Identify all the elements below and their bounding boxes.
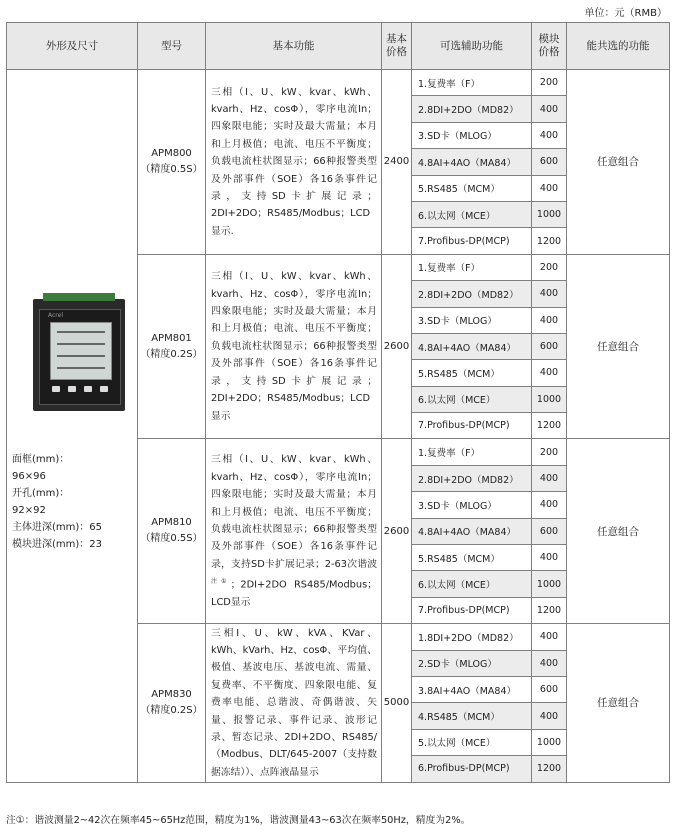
module-price: 1200 xyxy=(532,597,567,623)
option-name: 5.RS485（MCM） xyxy=(412,175,532,201)
module-price: 400 xyxy=(532,122,567,148)
option-name: 2.8DI+2DO（MD82） xyxy=(412,281,532,307)
model-accuracy: （精度0.2S） xyxy=(140,348,203,360)
shape-dimensions xyxy=(7,451,137,553)
module-price: 1200 xyxy=(532,228,567,254)
module-price: 400 xyxy=(532,492,567,518)
option-name: 4.8AI+4AO（MA84） xyxy=(412,333,532,359)
shape-line: 96×96 xyxy=(12,470,46,482)
base-price: 2600 xyxy=(382,439,412,624)
module-price: 400 xyxy=(532,360,567,386)
shape-line: 92×92 xyxy=(12,504,46,516)
option-name: 2.8DI+2DO（MD82） xyxy=(412,96,532,122)
function-cell xyxy=(206,624,382,782)
module-price: 200 xyxy=(532,439,567,465)
option-name: 1.复费率（F） xyxy=(412,439,532,465)
model-accuracy: （精度0.5S） xyxy=(140,163,203,175)
option-name: 4.8AI+4AO（MA84） xyxy=(412,149,532,175)
option-name: 1.复费率（F） xyxy=(412,254,532,280)
combo-cell: 任意组合 xyxy=(567,624,670,782)
module-price: 200 xyxy=(532,254,567,280)
module-price: 400 xyxy=(532,624,567,650)
module-price: 400 xyxy=(532,175,567,201)
option-name: 5.RS485（MCM） xyxy=(412,360,532,386)
footnote-mark: 注① xyxy=(211,578,231,586)
base-price: 2600 xyxy=(382,254,412,439)
option-name: 1.复费率（F） xyxy=(412,70,532,96)
option-name: 7.Profibus-DP(MCP) xyxy=(412,413,532,439)
module-price: 1000 xyxy=(532,729,567,755)
model-cell xyxy=(138,70,206,255)
function-text: 三相（I、U、kW、kvar、kWh、kvarh、Hz、cosΦ），零序电流In；四象限电能；实时及最大需量；本月和上月极值；电流、电压不平衡度；负载电流柱状图显示；66种报警类型及外部事件（SOE）各16条事件记录，支持SD卡扩展记录；2DI+2DO；RS485/Modbus；LCD显示. xyxy=(211,86,377,237)
module-price: 400 xyxy=(532,96,567,122)
module-price: 1200 xyxy=(532,413,567,439)
option-row xyxy=(7,70,670,96)
option-name: 7.Profibus-DP(MCP) xyxy=(412,597,532,623)
option-name: 2.8DI+2DO（MD82） xyxy=(412,465,532,491)
function-cell xyxy=(206,254,382,439)
shape-line: 开孔(mm)： xyxy=(12,487,70,499)
combo-cell: 任意组合 xyxy=(567,70,670,255)
model-cell xyxy=(138,439,206,624)
combo-cell: 任意组合 xyxy=(567,254,670,439)
module-price: 600 xyxy=(532,333,567,359)
module-price: 1000 xyxy=(532,386,567,412)
unit-label: 单位：元（RMB） xyxy=(584,8,667,19)
model-accuracy: （精度0.2S） xyxy=(140,704,203,716)
combo-cell: 任意组合 xyxy=(567,439,670,624)
meter-image: Acrel xyxy=(33,299,125,411)
module-price: 200 xyxy=(532,70,567,96)
shape-cell xyxy=(7,70,138,783)
option-name: 6.以太网（MCE） xyxy=(412,571,532,597)
option-name: 6.以太网（MCE） xyxy=(412,201,532,227)
option-name: 5.RS485（MCM） xyxy=(412,545,532,571)
shape-line: 主体进深(mm)：65 xyxy=(12,521,103,533)
shape-line: 模块进深(mm)：23 xyxy=(12,538,103,550)
spec-table xyxy=(6,22,670,783)
option-name: 4.8AI+4AO（MA84） xyxy=(412,518,532,544)
module-price: 600 xyxy=(532,676,567,702)
option-name: 3.SD卡（MLOG） xyxy=(412,307,532,333)
header-function: 基本功能 xyxy=(206,23,382,70)
header-options: 可选辅助功能 xyxy=(412,23,532,70)
module-price: 400 xyxy=(532,650,567,676)
module-price: 400 xyxy=(532,281,567,307)
header-price: 基本 价格 xyxy=(382,23,412,70)
function-cell xyxy=(206,70,382,255)
footnote: 注①：谐波测量2~42次在频率45~65Hz范围，精度为1%，谐波测量43~63次在频率50Hz，精度为2%。 xyxy=(6,815,471,826)
function-text: 三相（I、U、kW、kvar、kWh、kvarh、Hz、cosΦ），零序电流In；四象限电能；实时及最大需量；本月和上月极值；电流、电压不平衡度；负载电流柱状图显示；66种报警类型及外部事件（SOE）各16条事件记录，支持SD卡扩展记录；2-63次谐波 xyxy=(211,454,377,570)
model-accuracy: （精度0.5S） xyxy=(140,533,203,545)
header-model: 型号 xyxy=(138,23,206,70)
function-cell xyxy=(206,439,382,624)
module-price: 1000 xyxy=(532,201,567,227)
option-name: 3.SD卡（MLOG） xyxy=(412,122,532,148)
module-price: 400 xyxy=(532,545,567,571)
option-name: 3.SD卡（MLOG） xyxy=(412,492,532,518)
module-price: 400 xyxy=(532,465,567,491)
option-name: 1.8DI+2DO（MD82） xyxy=(412,624,532,650)
option-name: 4.RS485（MCM） xyxy=(412,703,532,729)
module-price: 600 xyxy=(532,149,567,175)
option-name: 7.Profibus-DP(MCP) xyxy=(412,228,532,254)
model-name: APM801 xyxy=(151,332,192,344)
option-name: 5.以太网（MCE） xyxy=(412,729,532,755)
model-name: APM830 xyxy=(151,688,192,700)
header-module-price: 模块 价格 xyxy=(532,23,567,70)
module-price: 400 xyxy=(532,307,567,333)
module-price: 400 xyxy=(532,703,567,729)
model-cell xyxy=(138,254,206,439)
header-combo: 能共选的功能 xyxy=(567,23,670,70)
option-name: 3.8AI+4AO（MA84） xyxy=(412,676,532,702)
option-name: 6.Profibus-DP(MCP) xyxy=(412,756,532,782)
option-name: 2.SD卡（MLOG） xyxy=(412,650,532,676)
module-price: 600 xyxy=(532,518,567,544)
header-row xyxy=(7,23,670,70)
model-name: APM800 xyxy=(151,147,192,159)
model-name: APM810 xyxy=(151,517,192,529)
header-shape: 外形及尺寸 xyxy=(7,23,138,70)
module-price: 1000 xyxy=(532,571,567,597)
function-text: 三相I、U、kW、kVA、KVar、kWh、kVarh、Hz、cosΦ、平均值、极值、基波电压、基波电流、需量、复费率、不平衡度、四象限电能、复费率电能、总谐波、奇偶谐波、矢量、报警记录、事件记录、波形记录、暂态记录、2DI+2DO、RS485/（Modbus、DLT/645-2007（支持数据冻结））、点阵液晶显示 xyxy=(211,627,377,778)
option-name: 6.以太网（MCE） xyxy=(412,386,532,412)
base-price: 5000 xyxy=(382,624,412,782)
model-cell xyxy=(138,624,206,782)
function-tail: ；2DI+2DO RS485/Modbus；LCD显示 xyxy=(211,579,377,608)
module-price: 1200 xyxy=(532,756,567,782)
function-text: 三相（I、U、kW、kvar、kWh、kvarh、Hz、cosΦ），零序电流In；四象限电能；实时及最大需量；本月和上月极值；电流、电压不平衡度；负载电流柱状图显示；66种报警类型及外部事件（SOE）各16条事件记录，支持SD卡扩展记录；2DI+2DO；RS485/Modbus；LCD显示 xyxy=(211,271,377,422)
shape-line: 面框(mm)： xyxy=(12,453,70,465)
base-price: 2400 xyxy=(382,70,412,255)
